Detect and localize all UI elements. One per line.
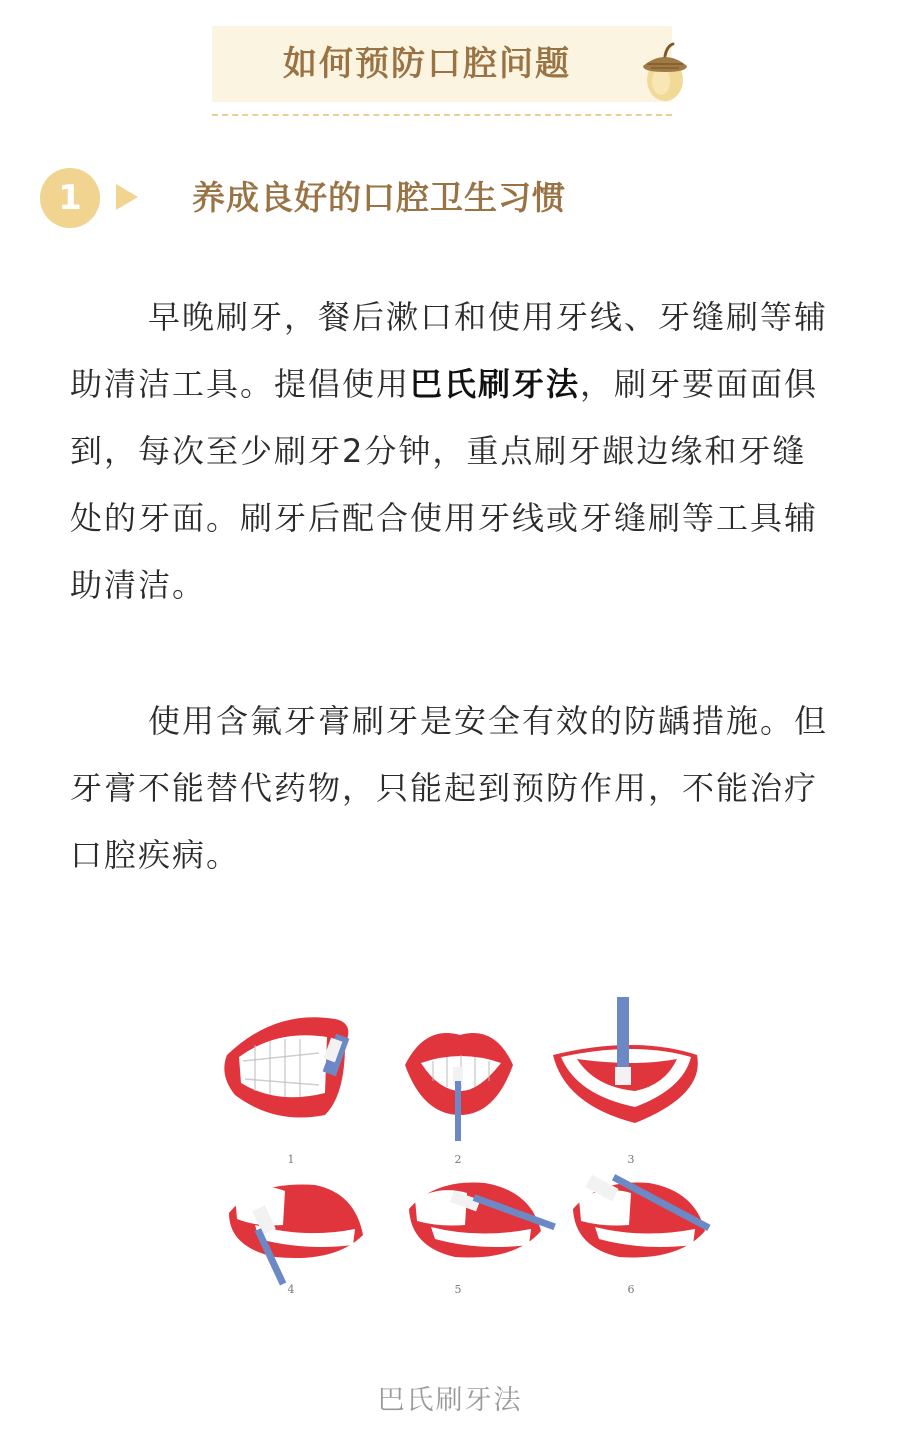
acorn-icon: [637, 40, 693, 104]
brushing-step-4: [229, 1185, 363, 1286]
figure-caption: 巴氏刷牙法: [377, 1385, 523, 1416]
paragraph-text: ，刷牙要面面俱到，每次至少刷牙2分钟，重点刷牙龈边缘和牙缝处的牙面。刷牙后配合使用牙线或牙缝刷等工具辅助清洁。: [70, 365, 819, 604]
section-title: 养成良好的口腔卫生习惯: [192, 178, 566, 217]
paragraph-text: 早晚刷牙，餐后漱口和使用牙线、牙缝刷等辅助清洁工具。提倡使用: [70, 298, 829, 403]
section-number-badge: 1: [40, 168, 100, 228]
step-label: 1: [287, 1153, 295, 1166]
step-label: 3: [627, 1153, 635, 1166]
paragraph-fluoride: 使用含氟牙膏刷牙是安全有效的防龋措施。但牙膏不能替代药物，只能起到预防作用，不能治疗口腔疾病。: [70, 702, 829, 874]
brushing-step-3: [553, 997, 698, 1123]
step-label: 6: [627, 1283, 635, 1296]
title-divider: [212, 114, 672, 116]
brushing-step-2: [405, 1033, 513, 1141]
brushing-step-1: [224, 1017, 349, 1117]
step-label: 5: [454, 1283, 462, 1296]
step-label: 4: [287, 1283, 295, 1296]
brushing-step-5: [409, 1183, 556, 1258]
bass-technique-illustration: [215, 995, 725, 1305]
title-banner: [212, 26, 672, 116]
step-label: 2: [454, 1153, 462, 1166]
brushing-step-6: [573, 1174, 711, 1257]
paragraph-brushing: [70, 284, 840, 619]
page-title: 如何预防口腔问题: [283, 44, 571, 84]
triangle-arrow-icon: [116, 184, 138, 210]
bold-term: 巴氏刷牙法: [410, 365, 581, 403]
